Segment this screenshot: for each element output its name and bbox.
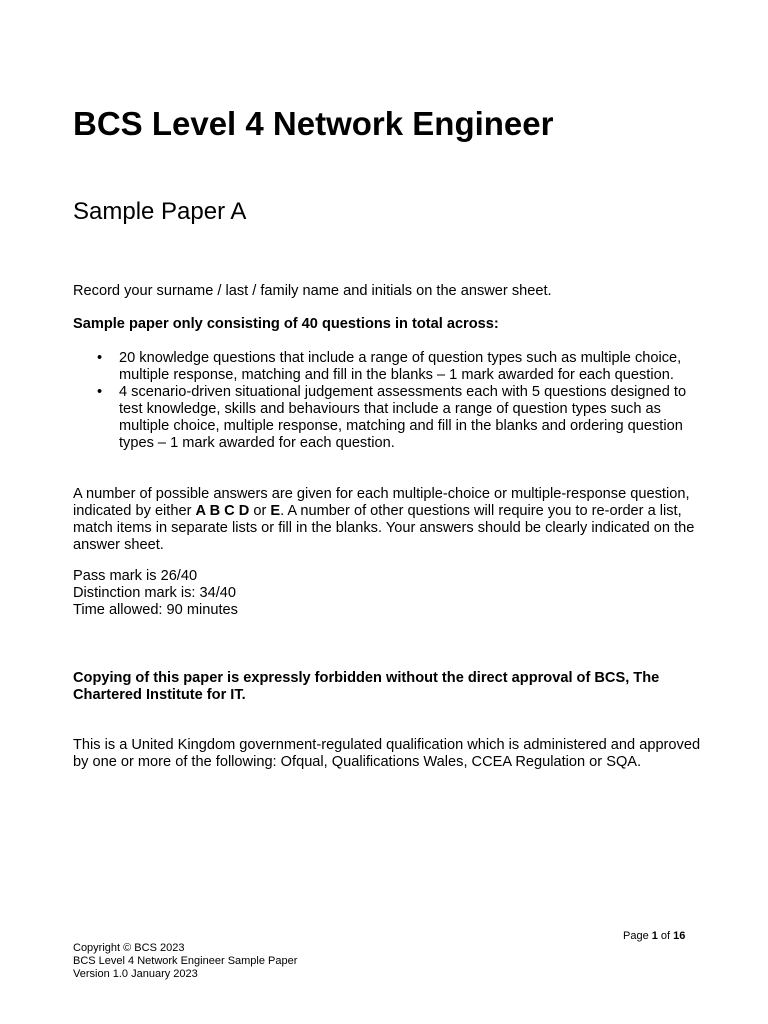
answers-text-start: A number of possible answers are given for each multiple-choice or multiple-response question, indicated by either: [73, 486, 690, 519]
uk-statement: This is a United Kingdom government-regulated qualification which is administered and approved by one or more of the following: Ofqual, Qualifications Wales, CCEA Regulation or SQA.: [73, 737, 701, 770]
record-instruction: Record your surname / last / family name and initials on the answer sheet.: [73, 283, 552, 299]
copying-notice: Copying of this paper is expressly forbidden without the direct approval of BCS, The Chartered Institute for IT.: [73, 670, 660, 703]
bullet-icon: •: [97, 384, 103, 400]
list-item: [73, 350, 713, 384]
marks-block: [73, 568, 713, 619]
page-number: [623, 929, 685, 943]
page-of: of: [657, 930, 674, 942]
answers-paragraph: [73, 486, 703, 554]
document-subtitle: Sample Paper A: [73, 198, 247, 225]
time-allowed: Time allowed: 90 minutes: [73, 602, 238, 618]
footer-copyright: Copyright © BCS 2023: [73, 942, 185, 954]
answer-letter-e: E: [270, 503, 281, 519]
answers-or: or: [249, 503, 271, 519]
list-item: [73, 384, 713, 452]
sample-heading: Sample paper only consisting of 40 questions in total across:: [73, 316, 499, 332]
bullet-icon: •: [97, 350, 103, 366]
list-item-text: 20 knowledge questions that include a range of question types such as multiple choice, multiple response, matching and fill in the blanks – 1 mark awarded for each question.: [119, 350, 682, 383]
answer-letters: A B C D: [195, 503, 250, 519]
document-title: BCS Level 4 Network Engineer: [73, 105, 554, 142]
footer-version: Version 1.0 January 2023: [73, 968, 198, 980]
list-item-text: 4 scenario-driven situational judgement assessments each with 5 questions designed to test knowledge, skills and behaviours that include a range of question types such as multiple choice, multiple response, matching and fill in the blanks and ordering question types – 1 mark awarded for each question.: [119, 384, 687, 451]
page-label: Page: [623, 930, 652, 942]
distinction-mark: Distinction mark is: 34/40: [73, 585, 237, 601]
page-current: 1: [651, 930, 658, 942]
answers-text-end: . A number of other questions will require you to re-order a list, match items in separate lists or fill in the blanks. Your answers should be clearly indicated on the answer sheet.: [73, 503, 695, 553]
pass-mark: Pass mark is 26/40: [73, 568, 198, 584]
question-type-list: [73, 350, 713, 452]
footer-doc-name: BCS Level 4 Network Engineer Sample Paper: [73, 955, 298, 967]
page-total: 16: [673, 930, 686, 942]
page-footer: [73, 942, 297, 981]
